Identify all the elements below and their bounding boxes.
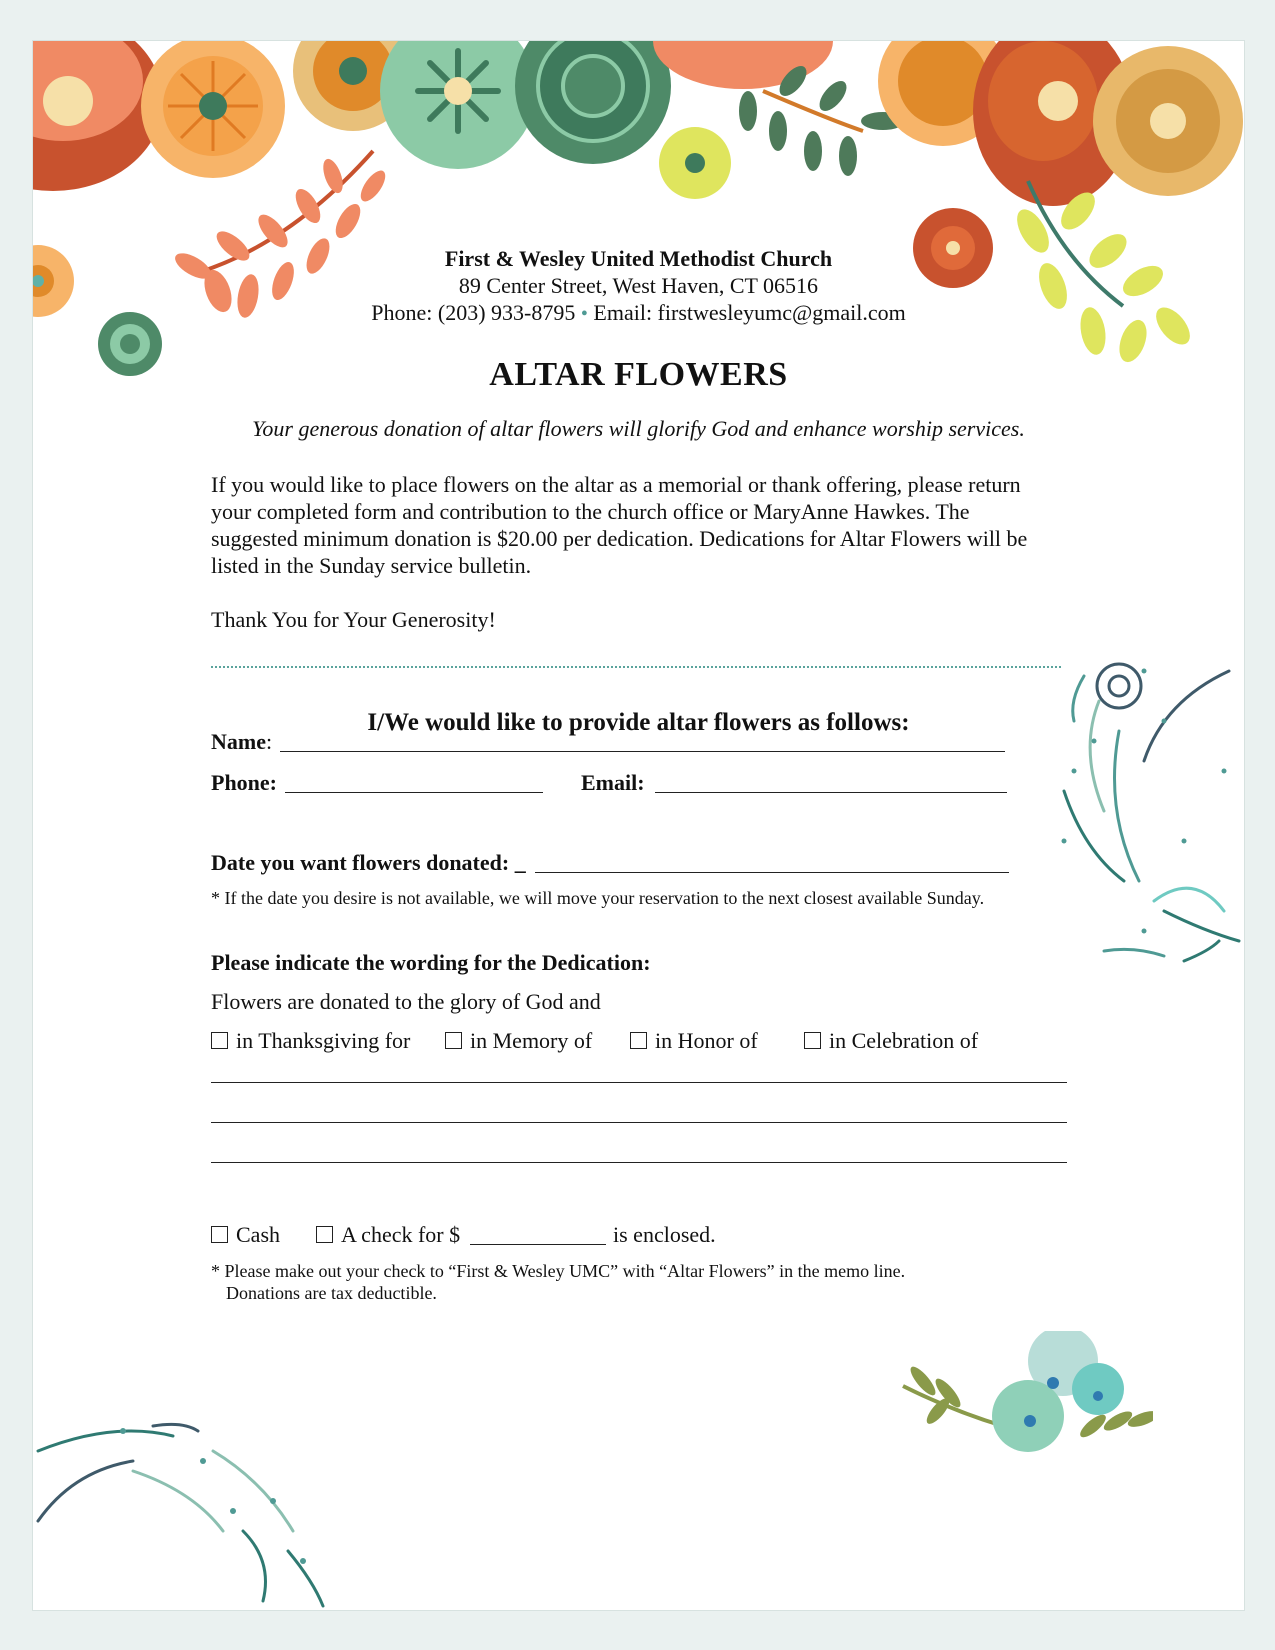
checkbox-celebration[interactable] bbox=[804, 1032, 821, 1049]
church-email[interactable]: Email: firstwesleyumc@gmail.com bbox=[593, 300, 906, 325]
tax-note: Donations are tax deductible. bbox=[226, 1283, 437, 1303]
option-thanksgiving[interactable] bbox=[211, 1028, 410, 1054]
intro-paragraph: If you would like to place flowers on the altar as a memorial or thank offering, please return your completed form and contribution to the church office or MaryAnne Hawkes. The suggested minimum donation is $20.00 per dedication. Dedications for Altar Flowers will be listed in the Sunday service bulletin. bbox=[211, 472, 1028, 578]
church-contact bbox=[33, 300, 1244, 326]
page-title: ALTAR FLOWERS bbox=[489, 356, 788, 393]
check-amount-field[interactable] bbox=[470, 1244, 606, 1245]
option-thanksgiving-label: in Thanksgiving for bbox=[236, 1028, 411, 1053]
date-label: Date you want flowers donated: _ bbox=[211, 850, 526, 875]
church-address: 89 Center Street, West Haven, CT 06516 bbox=[458, 273, 819, 298]
phone-field[interactable] bbox=[285, 792, 543, 793]
church-phone: Phone: (203) 933-8795 bbox=[371, 300, 576, 325]
cash-label: Cash bbox=[236, 1222, 280, 1247]
option-celebration-label: in Celebration of bbox=[829, 1028, 979, 1053]
dotted-divider bbox=[211, 666, 1061, 668]
phone-label: Phone: bbox=[211, 770, 277, 795]
check-suffix: is enclosed. bbox=[613, 1222, 716, 1247]
check-option[interactable] bbox=[316, 1222, 460, 1248]
tagline: Your generous donation of altar flowers will glorify God and enhance worship services. bbox=[252, 416, 1025, 441]
dedication-line-2[interactable] bbox=[211, 1122, 1067, 1123]
check-note: * Please make out your check to “First & Wesley UMC” with “Altar Flowers” in the memo line. bbox=[211, 1261, 906, 1281]
separator-dot: • bbox=[580, 303, 588, 325]
option-memory-label: in Memory of bbox=[470, 1028, 593, 1053]
date-note: * If the date you desire is not available, we will move your reservation to the next closest available Sunday. bbox=[211, 888, 985, 908]
dedication-line-3[interactable] bbox=[211, 1162, 1067, 1163]
dedication-label: Please indicate the wording for the Dedication: bbox=[211, 950, 651, 975]
name-colon: : bbox=[265, 729, 273, 754]
church-name: First & Wesley United Methodist Church bbox=[444, 246, 833, 271]
checkbox-check[interactable] bbox=[316, 1226, 333, 1243]
dedication-text: Flowers are donated to the glory of God and bbox=[211, 989, 601, 1014]
option-celebration[interactable] bbox=[804, 1028, 978, 1054]
name-row bbox=[211, 729, 272, 755]
form-page bbox=[32, 40, 1245, 1611]
option-honor[interactable] bbox=[630, 1028, 758, 1054]
checkbox-cash[interactable] bbox=[211, 1226, 228, 1243]
dedication-line-1[interactable] bbox=[211, 1082, 1067, 1083]
checkbox-thanksgiving[interactable] bbox=[211, 1032, 228, 1049]
name-field[interactable] bbox=[280, 751, 1005, 752]
email-label: Email: bbox=[581, 770, 645, 795]
date-field[interactable] bbox=[535, 872, 1009, 873]
form-heading: I/We would like to provide altar flowers as follows: bbox=[367, 709, 910, 736]
checkbox-honor[interactable] bbox=[630, 1032, 647, 1049]
name-label: Name bbox=[211, 729, 266, 754]
cash-option[interactable] bbox=[211, 1222, 280, 1248]
option-honor-label: in Honor of bbox=[655, 1028, 758, 1053]
check-label: A check for $ bbox=[341, 1222, 461, 1247]
option-memory[interactable] bbox=[445, 1028, 592, 1054]
thank-you-text: Thank You for Your Generosity! bbox=[211, 607, 496, 632]
email-field[interactable] bbox=[655, 792, 1007, 793]
checkbox-memory[interactable] bbox=[445, 1032, 462, 1049]
